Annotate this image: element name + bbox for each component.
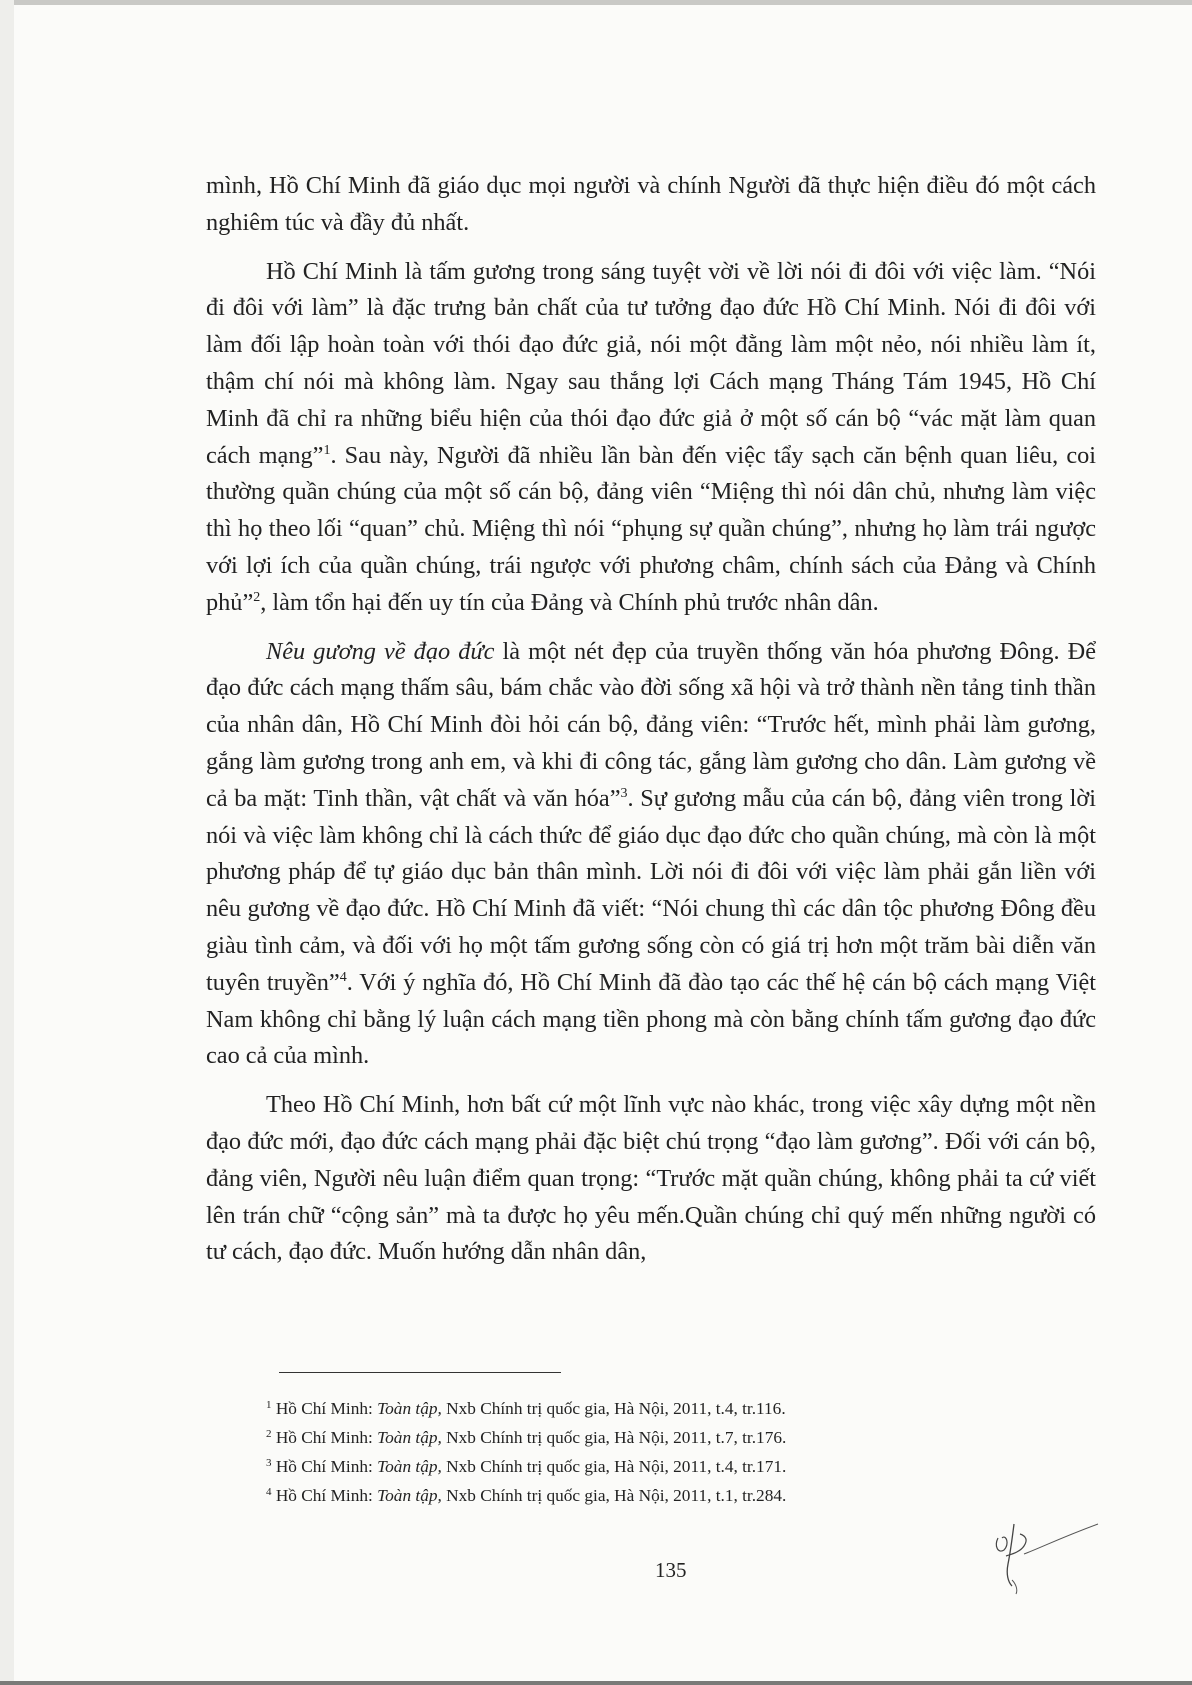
footnote-title: Toàn tập, (377, 1486, 442, 1505)
footnote-source: Nxb Chính trị quốc gia, Hà Nội, 2011, t.7, tr.176. (441, 1428, 787, 1447)
footnote-ref-4: 4 (339, 969, 347, 985)
paragraph-2-text-a: Hồ Chí Minh là tấm gương trong sáng tuyệt vời về lời nói đi đôi với việc làm. “Nói đi đôi với làm” là đặc trưng bản chất của tư tưởng đạo đức Hồ Chí Minh. Nói đi đôi với làm đối lập hoàn toàn với thói đạo đức giả, nói một đằng làm một nẻo, nói nhiều làm ít, thậm chí nói mà không làm. Ngay sau thắng lợi Cách mạng Tháng Tám 1945, Hồ Chí Minh đã chỉ ra những biểu hiện của thói đạo đức giả ở một số cán bộ “vác mặt làm quan cách mạng” (206, 257, 1096, 469)
footnote-1 (266, 1394, 1066, 1423)
footnote-number: 4 (266, 1486, 272, 1498)
footnote-title: Toàn tập, (377, 1399, 442, 1418)
page-number: 135 (655, 1558, 687, 1582)
scan-bottom-edge (0, 1681, 1192, 1685)
footnotes (266, 1394, 1066, 1510)
scan-left-edge (0, 0, 14, 1685)
paragraph-2 (206, 254, 1096, 622)
paragraph-2-text-b: . Sau này, Người đã nhiều lần bàn đến việc tẩy sạch căn bệnh quan liêu, coi thường quần chúng của một số cán bộ, đảng viên “Miệng thì nói dân chủ, nhưng làm việc thì họ theo lối “quan” chủ. Miệng thì nói “phụng sự quần chúng”, nhưng họ làm trái ngược với lợi ích của quần chúng, trái ngược với phương châm, chính sách của Đảng và Chính phủ” (206, 441, 1096, 616)
paragraph-3-italic: Nêu gương về đạo đức (266, 637, 495, 665)
footnote-ref-1: 1 (323, 442, 331, 458)
footnote-author: Hồ Chí Minh: (275, 1486, 378, 1505)
paragraph-4-text: Theo Hồ Chí Minh, hơn bất cứ một lĩnh vực nào khác, trong việc xây dựng một nền đạo đức mới, đạo đức cách mạng phải đặc biệt chú trọng “đạo làm gương”. Đối với cán bộ, đảng viên, Người nêu luận điểm quan trọng: “Trước mặt quần chúng, không phải ta cứ viết lên trán chữ “cộng sản” mà ta được họ yêu mến.Quần chúng chỉ quý mến những người có tư cách, đạo đức. Muốn hướng dẫn nhân dân, (206, 1091, 1096, 1266)
handwritten-initials-signature (990, 1520, 1110, 1600)
footnote-2 (266, 1423, 1066, 1452)
scan-top-edge (0, 0, 1192, 5)
footnote-title: Toàn tập, (377, 1428, 442, 1447)
paragraph-1 (206, 168, 1096, 242)
footnote-ref-2: 2 (253, 589, 261, 605)
footnote-source: Nxb Chính trị quốc gia, Hà Nội, 2011, t.4, tr.116. (441, 1399, 786, 1418)
paragraph-2-text-c: , làm tổn hại đến uy tín của Đảng và Chính phủ trước nhân dân. (260, 588, 879, 616)
paragraph-3-text-a: là một nét đẹp của truyền thống văn hóa phương Đông. Để đạo đức cách mạng thấm sâu, bám chắc vào đời sống xã hội và trở thành nền tảng tinh thần của nhân dân, Hồ Chí Minh đòi hỏi cán bộ, đảng viên: “Trước hết, mình phải làm gương, gắng làm gương trong anh em, và khi đi công tác, gắng làm gương cho dân. Làm gương về cả ba mặt: Tinh thần, vật chất và văn hóa” (206, 637, 1096, 812)
footnote-title: Toàn tập, (377, 1457, 442, 1476)
footnote-number: 3 (266, 1457, 272, 1469)
footnote-number: 2 (266, 1428, 272, 1440)
footnote-source: Nxb Chính trị quốc gia, Hà Nội, 2011, t.1, tr.284. (441, 1486, 787, 1505)
paragraph-1-text: mình, Hồ Chí Minh đã giáo dục mọi người và chính Người đã thực hiện điều đó một cách nghiêm túc và đầy đủ nhất. (206, 172, 1096, 236)
footnote-separator (279, 1372, 561, 1373)
paragraph-3 (206, 634, 1096, 1076)
paragraph-3-text-c: . Với ý nghĩa đó, Hồ Chí Minh đã đào tạo các thế hệ cán bộ cách mạng Việt Nam không chỉ bằng lý luận cách mạng tiền phong mà còn bằng chính tấm gương đạo đức cao cả của mình. (206, 968, 1096, 1070)
paragraph-3-text-b: . Sự gương mẫu của cán bộ, đảng viên trong lời nói và việc làm không chỉ là cách thức để giáo dục đạo đức cho quần chúng, mà còn là một phương pháp để tự giáo dục bản thân mình. Lời nói đi đôi với việc làm phải gắn liền với nêu gương về đạo đức. Hồ Chí Minh đã viết: “Nói chung thì các dân tộc phương Đông đều giàu tình cảm, và đối với họ một tấm gương sống còn có giá trị hơn một trăm bài diễn văn tuyên truyền” (206, 784, 1096, 996)
footnote-4 (266, 1481, 1066, 1510)
footnote-number: 1 (266, 1399, 272, 1411)
paragraph-4 (206, 1087, 1096, 1271)
footnote-author: Hồ Chí Minh: (275, 1399, 378, 1418)
footnote-source: Nxb Chính trị quốc gia, Hà Nội, 2011, t.4, tr.171. (441, 1457, 787, 1476)
footnote-3 (266, 1452, 1066, 1481)
footnote-author: Hồ Chí Minh: (275, 1428, 378, 1447)
body-text (206, 168, 1096, 1283)
footnote-author: Hồ Chí Minh: (275, 1457, 378, 1476)
footnote-ref-3: 3 (620, 785, 628, 801)
